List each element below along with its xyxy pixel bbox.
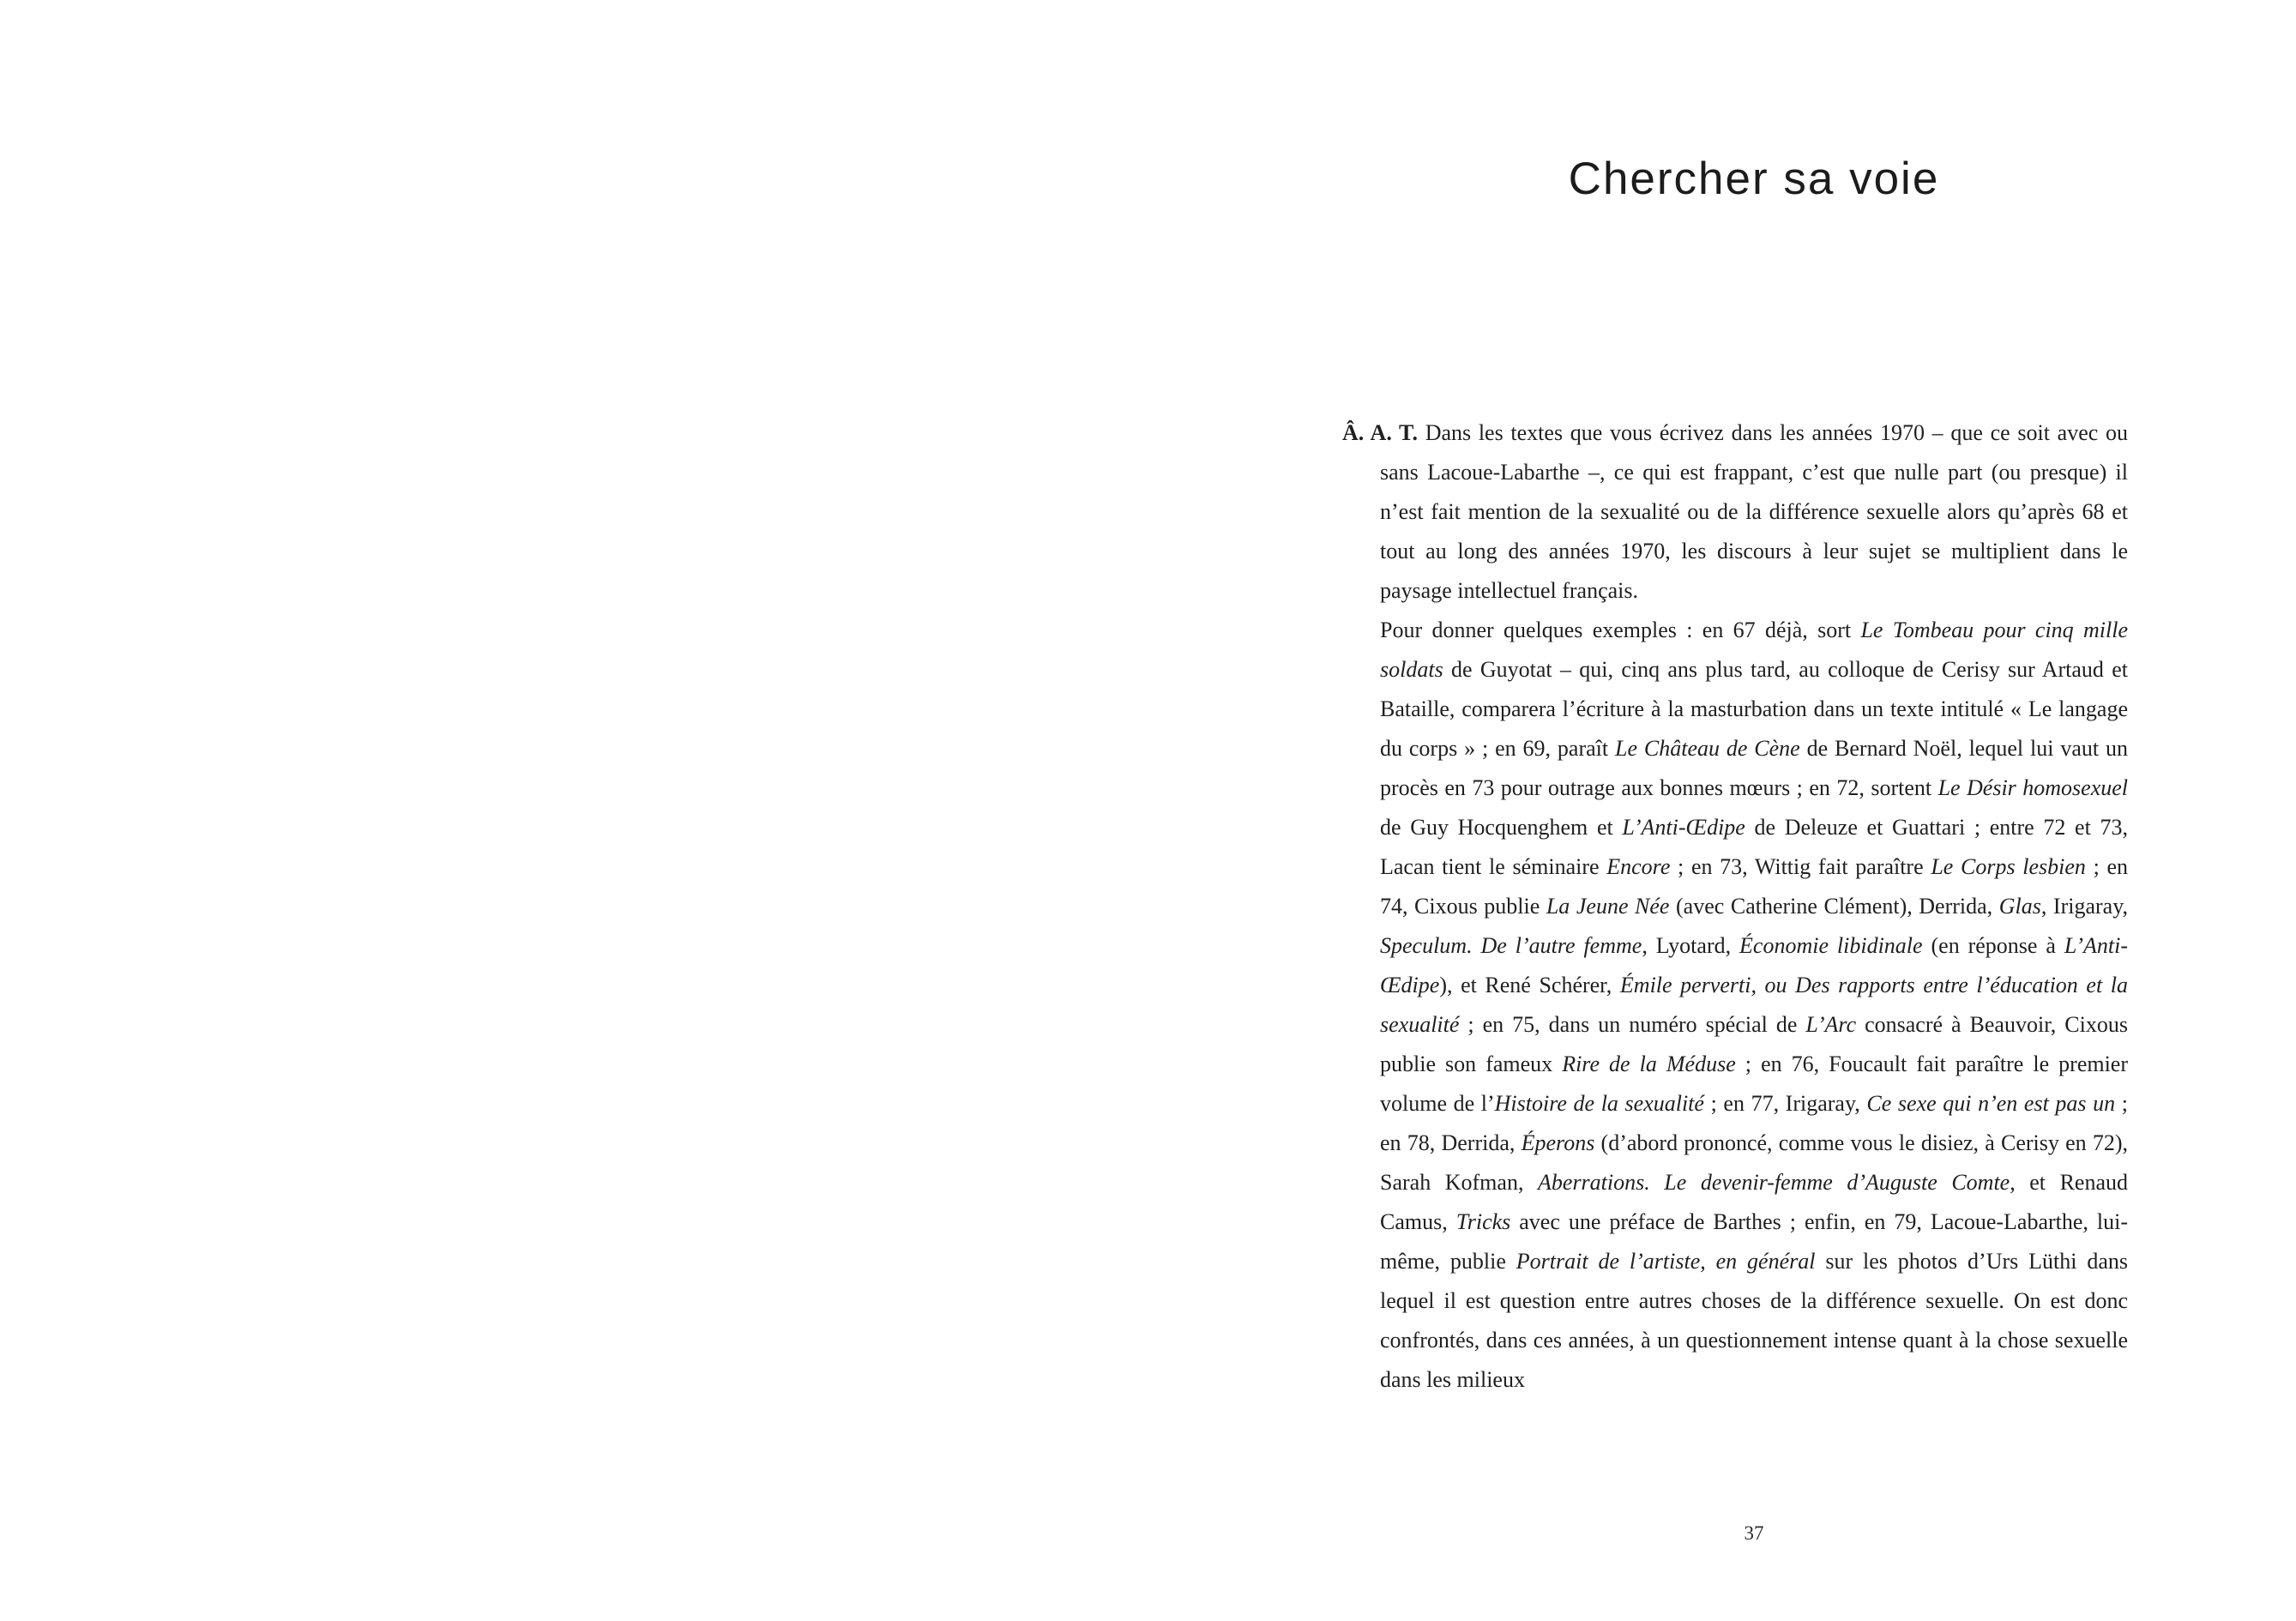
paragraph xyxy=(1380,611,2128,1400)
text-run: Dans les textes que vous écrivez dans les années 1970 – que ce soit avec ou sans Lacoue-Labarthe –, ce qui est frappant, c’est que nulle part (ou presque) il n’est fait mention de la sexualité ou de la différence sexuelle alors qu’après 68 et tout au long des années 1970, les discours à leur sujet se multiplient dans le paysage intellectuel français. xyxy=(1380,420,2129,603)
text-run: , et Renaud Camus, xyxy=(1380,1170,2129,1234)
text-run: (en réponse à xyxy=(1922,933,2064,958)
text-run: ; en 77, Irigaray, xyxy=(1703,1091,1867,1116)
text-run: consacré à Beauvoir, Cixous publie son fameux xyxy=(1380,1012,2128,1076)
text-run: ), et René Schérer, xyxy=(1439,973,1620,997)
text-run: de Bernard Noël, lequel lui vaut un procès en 73 pour outrage aux bonnes mœurs ; en 72, sortent xyxy=(1380,736,2128,800)
text-run: Rire de la Méduse xyxy=(1562,1052,1736,1076)
text-run: ; en 76, Foucault fait paraître le premier volume de l’ xyxy=(1380,1052,2129,1116)
page-number: 37 xyxy=(1744,1522,1764,1544)
text-run: La Jeune Née xyxy=(1546,894,1670,919)
text-run: de Deleuze et Guattari ; entre 72 et 73, Lacan tient le séminaire xyxy=(1380,815,2128,879)
text-run: Histoire de la sexualité xyxy=(1494,1091,1704,1116)
text-run: ; en 74, Cixous publie xyxy=(1380,854,2129,919)
text-run: Speculum. De l’autre femme xyxy=(1380,933,1642,958)
body-text xyxy=(1342,413,2129,1400)
text-run: Le Désir homosexuel xyxy=(1937,775,2128,800)
text-run: ; en 78, Derrida, xyxy=(1380,1091,2128,1155)
text-run: , Irigaray, xyxy=(2040,894,2129,919)
text-run: ; en 75, dans un numéro spécial de xyxy=(1459,1012,1806,1037)
text-run: Tricks xyxy=(1455,1209,1511,1234)
text-run: ; en 73, Wittig fait paraître xyxy=(1670,854,1931,879)
text-run: Le Corps lesbien xyxy=(1931,854,2086,879)
text-run: Économie libidinale xyxy=(1739,933,1923,958)
text-run: Portrait de l’artiste, en général xyxy=(1516,1249,1816,1274)
text-run: Éperons xyxy=(1521,1130,1595,1155)
chapter-title: Chercher sa voie xyxy=(1568,154,1940,204)
text-run: Le Château de Cène xyxy=(1614,736,1800,761)
text-run: Émile perverti, ou Des rapports entre l’éducation et la sexualité xyxy=(1380,973,2128,1037)
text-run: avec une préface de Barthes ; enfin, en 79, Lacoue-Labarthe, lui-même, publie xyxy=(1380,1209,2128,1274)
text-run: Le Tombeau pour cinq mille soldats xyxy=(1380,618,2128,682)
text-run: L’Anti-Œdipe xyxy=(1622,815,1745,840)
text-run: L’Anti-Œdipe xyxy=(1380,933,2128,997)
text-run: L’Arc xyxy=(1805,1012,1857,1037)
text-run: sur les photos d’Urs Lüthi dans lequel il est question entre autres choses de la différence sexuelle. On est donc confrontés, dans ces années, à un questionnement intense quant à la chose sexuelle dans les milieux xyxy=(1380,1249,2129,1392)
text-run: Â. A. T. xyxy=(1342,420,1418,445)
text-run: Ce sexe qui n’en est pas un xyxy=(1866,1091,2116,1116)
text-run: (d’abord prononcé, comme vous le disiez, à Cerisy en 72), Sarah Kofman, xyxy=(1380,1130,2129,1195)
text-run: , Lyotard, xyxy=(1642,933,1740,958)
text-run: de Guyotat – qui, cinq ans plus tard, au colloque de Cerisy sur Artaud et Bataille, comparera l’écriture à la masturbation dans un texte intitulé « Le langage du corps » ; en 69, paraît xyxy=(1380,657,2128,761)
text-run: (avec Catherine Clément), Derrida, xyxy=(1669,894,1999,919)
paragraph xyxy=(1342,413,2129,611)
text-run: Pour donner quelques exemples : en 67 déjà, sort xyxy=(1380,618,1861,642)
text-run: Aberrations. Le devenir-femme d’Auguste Comte xyxy=(1538,1170,2010,1195)
text-run: de Guy Hocquenghem et xyxy=(1380,815,1623,840)
text-run: Glas xyxy=(1998,894,2041,919)
text-run: Encore xyxy=(1606,854,1671,879)
